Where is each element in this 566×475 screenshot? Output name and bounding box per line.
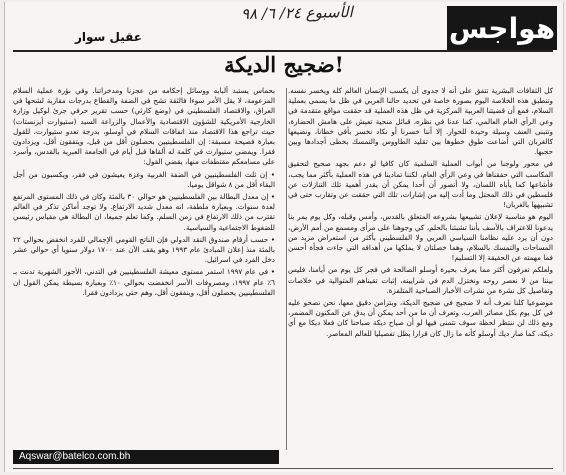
bottom-rule (13, 468, 553, 469)
bullet-paragraph: • في عام ١٩٩٧ استمر مستوى معيشة الفلسطينيين في التدني، الأجور الشهرية تدنت بـ ٦٪ عام ١٩٩٧، ومصروفات الأسر انخفضت بحوالي ١٠٪ وبعبارة بسيطة يمكن القول ان الفلسطينيين يحصلون أقل، وينفقون أقل، وهم حتى يزدادون فقرا. (13, 267, 275, 297)
paragraph: موضوعيا كلنا نعرف أنه لا ضجيج في ضجيج الديكة، وبتزامن دقيق معها، نحن نصحو عليه في كل يوم بكل مصائر العرب، وتعرف أن ما من أحد يمكن أن يدق عن المكنون المضمر، ومع ذلك لن ننتظر لحظة سوف نتمنى فيها لو أن صياح ديكة صباحنا كان فعلا ديكا مع أي ديكة، كما صار ديك أوسلو كأنه ما زال كان قرارا يظل تفصيليا للعالم المعاصر. (288, 298, 553, 338)
handwritten-date: الأسبوع ٢٤/ ٦/ ٩٨ (240, 3, 353, 23)
author-name: عقيل سوار (75, 30, 142, 44)
column-name: هواجس (448, 11, 556, 45)
newspaper-clipping (4, 2, 564, 472)
column-divider (286, 88, 287, 450)
bullet-paragraph: • إن ثلث الفلسطينيين في الضفة الغربية وغزة يعيشون في فقر، ويكسبون من أجل البقاء أقل من ٨ شواقل يوميا. (13, 169, 275, 189)
column-masthead (447, 6, 557, 50)
paragraph: بحماس يستبد ألبابه ووسائل إحكامه من عجزنا ومدخراتنا. وفي بؤرة عملية السلام المزعومة، لا يقل الأمر سوءا فالثقة تشح في الضفة والقطاع بدرجات مقاربة لشحها في العراق، والاقتصاد الفلسطيني في (وضع كارثي) حسب تقرير حرفي جرئ لوكيل وزارة الخارجية الأمريكية للشؤون الاقتصادية والأعمال والزراعة السيد (ستيوارت أيزنستات) حيث تراجع هذا الاقتصاد منذ اتفاقات السلام في أوسلو، بدرجة تعدو ستيوارت، للقول بعبارة فصيحة مسبقة: إن الفلسطينيين بحصلون أقل من قبل، ويتفقون أقل، ويزدادون فقرا. ويمضي ستيوارت في كلمة له ألقاها قبل أيام في الجامعة العبرية بالقدس، وأسرد على مسامعكم مقتطفات منها، يقضي القول: (13, 86, 275, 167)
bullet-paragraph: • إن معدل البطالة بين الفلسطينيين هو حوالي ٣٠ بالمئة وكان في ذلك المستوى المرتفع لعدة سنوات. وبعبارة ملطفة، انه معدل شديد الارتفاع. ولا توجد أماكن تذكر في العالم تقترب من ذلك الارتفاع في زمن السلم. وكما تعلم جميعا، ان البطالة هي مقياس رئيسي للضغوط الاجتماعية والسياسية. (13, 192, 275, 232)
right-column (288, 86, 553, 452)
author-email[interactable]: Aqswar@batelco.com.bh (13, 450, 279, 464)
paragraph: كل الثقافات البشرية تتفق على أنه لا جدوى أن يكسب الإنسان العالم كله ويخسر نفسه. وتنطبق هذه الخلاصة اليوم بصورة خاصة في تحديد حالنا العربي في ظل ما يسمى بعملية السلام، فمع أن قضيتنا العربية المركزية في ظل هذه العملية قد حققت مواقع متقدمة في وعي الرأي العام العالمي، كما عدنا في نظره، قبائل منحية تعيش على هامش الحضارة، وتتبنى العنف وسيلة وحيدة للحوار. إلا أننا خسرنا أو نكاد نخسر بأقي خطانا، ونضيعها كالغربان التي أضاعت طوق خطوها بين تقليد الطاووس والتمسك بخطى أجدادها وبين حجبها. (288, 86, 553, 157)
bullet-paragraph: • حسب أرقام صندوق النقد الدولي فإن الناتج القومي الإجمالي للفرد انخفض بحوالي ٢٢ بالمئة منذ إعلان المبادئ عام ١٩٩٣ وهو يقف الآن عند ١٧٠٠ دولار سنويا أي حوالي عشر دخل الفرد في اسرائيل. (13, 234, 275, 265)
paragraph: اليوم هو مناسبة لإعلان تشييعها بشروعه المتعلق بالقدس، وأمس وقبله، وكل يوم يمر بنا يدعونا للاعتراف بالأسف بأننا تشبثنا بالحلم، كي وجوهنا على مرأى ومسمع من أمم الأرض، دون أن يرد عليه نظامنا السياسي العربي ولا الفلسطيني بأكثر من استعراض مزيد من المساحات والتمسك بالسلام، وهما خصلتان لا يملكها من أهدافه التي جاءت فجأة أحسن فما مهمته عن الحقيقة إلا التسليم! (288, 212, 553, 263)
paragraph: ولعلكم تعرفون أكثر مما يعرف بحيرة أوسلو الصالحة في فجر كل يوم من أيامنا، فليس بيننا من لا نعصر روحه ونختزل الدم في شرايينه، إثبات تقيناهم المتوالية في خلاصات وتفاصيل كل نشرة من نشرات الأخبار الصباحية المتلفزة. (288, 265, 553, 295)
left-column (13, 86, 275, 452)
paragraph: في محور ولوجنا من أبواب العملية السلمية كان كافيا لو دعم بجهد صحيح لتحقيق المكاسب التي حققناها في وعي الرأي العام، لكننا تمادينا في هذه العملية بأكثر مما يجب، فأشاعها كما يأباه اللسان، ولا أتصور أن أحدا يمكن أن يقدر أهمية تلك التنازلات عن فلسطين في ذلك المحتل وما أدت إليه من إشارات، تلك التي حققت عن وتقارب حتى في تشبيهها بالغربان! (288, 159, 553, 210)
article-headline: ضجيج الديكة! (224, 52, 344, 77)
